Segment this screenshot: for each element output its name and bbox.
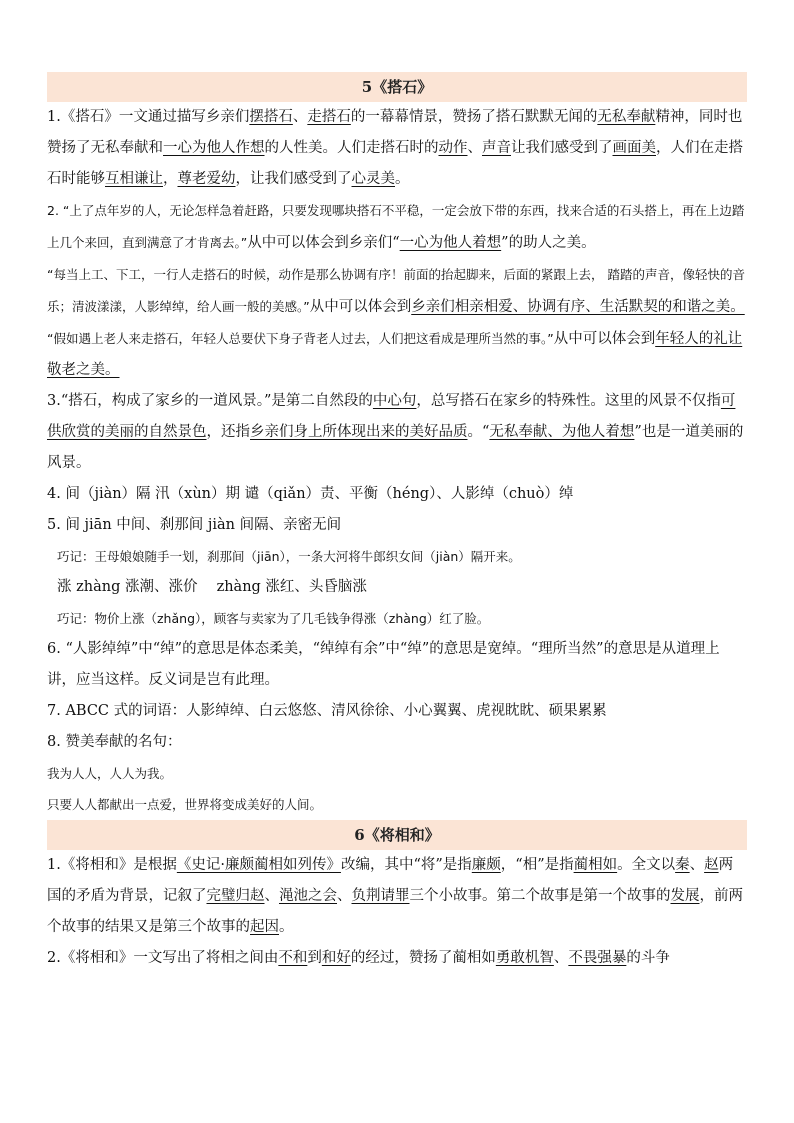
- text: 让我们感受到了: [511, 140, 613, 156]
- section-6-title: 6《将相和》: [47, 820, 747, 850]
- text: ，让我们感受到了: [235, 171, 352, 187]
- text: 、: [337, 888, 352, 904]
- text: 。: [279, 919, 294, 935]
- underlined-text: 渑池之会: [279, 888, 337, 904]
- underlined-text: 动作: [438, 140, 468, 156]
- text: ，还指: [206, 424, 250, 440]
- document-page: [47, 72, 747, 974]
- text: 三个小故事。第二个故事是第一个故事的: [409, 888, 671, 904]
- text: 、: [264, 888, 279, 904]
- s5-point-4: 4. 间（jiàn）隔 汛（xùn）期 谴（qiǎn）责、平衡（héng）、人影绰（chuò）绰: [47, 486, 574, 502]
- text: 从中可以体会到乡亲们“: [247, 235, 400, 251]
- underlined-text: 发展: [670, 888, 700, 904]
- text: 从中可以体会到: [553, 331, 656, 347]
- text: 3.“搭石，构成了家乡的一道风景。”是第二自然段的: [47, 393, 373, 409]
- underlined-text: 负荆请罪: [351, 888, 410, 904]
- underlined-text: 勇敢机智: [495, 950, 554, 966]
- underlined-text: 无私奉献: [597, 109, 656, 125]
- text: 、: [292, 109, 308, 125]
- s6-point-2: [47, 943, 747, 974]
- underlined-text: 乡亲们相亲相爱、协调有序、生活默契的和谐之美。: [411, 299, 745, 315]
- text: 的经过，赞扬了蔺相如: [350, 950, 496, 966]
- text: 的人性美。人们走搭石时的: [264, 140, 439, 156]
- s5-quote-3: [47, 323, 747, 386]
- text: 、: [689, 857, 705, 873]
- text: ，人们在走搭石时能够: [47, 140, 743, 187]
- text: ，: [163, 171, 178, 187]
- text: ，前两个故事的结果又是第三个故事的: [47, 888, 743, 935]
- underlined-text: 起因: [250, 919, 279, 935]
- text: 的一幕幕情景，赞扬了搭石默默无闻的: [350, 109, 598, 125]
- text: 两国的矛盾为背景，记叙了: [47, 857, 734, 904]
- underlined-text: 和好: [321, 950, 351, 966]
- text: 改编，其中“将”是指: [340, 857, 472, 873]
- text: 1.《将相和》是根据: [47, 857, 177, 873]
- text: 2.《将相和》一文写出了将相之间由: [47, 950, 279, 966]
- quote-text: “假如遇上老人来走搭石，年轻人总要伏下身子背老人过去，人们把这看成是理所当然的事。”: [47, 331, 554, 346]
- text: ，“相”是指: [500, 857, 574, 873]
- quote-text: “每当上工、下工，一行人走搭石的时候，动作是那么协调有序！前面的抬起脚来，后面的紧跟上去， 踏踏的声音，像轻快的音乐；清波漾漾，人影绰绰，给人画一般的美感。”: [47, 267, 745, 314]
- underlined-text: 不畏强暴: [568, 950, 627, 966]
- s5-point-8: 8. 赞美奉献的名句：: [47, 734, 182, 750]
- s5-mnemonic-1: 巧记：王母娘娘随手一划，刹那间（jiān），一条大河将牛郎织女间（jiàn）隔开来。: [57, 549, 521, 564]
- text: 到: [307, 950, 322, 966]
- underlined-text: 年轻人的礼让敬老之美。: [47, 331, 743, 378]
- text: ”的助人之美。: [501, 235, 596, 251]
- s5-zhang-words: 涨 zhàng 涨潮、涨价 zhàng 涨红、头昏脑涨: [57, 579, 367, 595]
- underlined-text: 《史记·廉颇蔺相如列传》: [176, 857, 341, 873]
- s5-point-5: 5. 间 jiān 中间、刹那间 jiàn 间隔、亲密无间: [47, 517, 342, 533]
- s5-point-7: 7. ABCC 式的词语：人影绰绰、白云悠悠、清风徐徐、小心翼翼、虎视眈眈、硕果累累: [47, 703, 607, 719]
- s6-point-1: [47, 850, 747, 943]
- text: 。“: [467, 424, 490, 440]
- underlined-text: 赵: [704, 857, 719, 873]
- underlined-text: 秦: [675, 857, 690, 873]
- s5-point-6: 6. “人影绰绰”中“绰”的意思是体态柔美，“绰绰有余”中“绰”的意思是宽绰。“理所当然”的意思是从道理上讲，应当这样。反义词是岂有此理。: [47, 641, 720, 688]
- underlined-text: 走搭石: [307, 109, 351, 125]
- underlined-text: 声音: [482, 140, 511, 156]
- underlined-text: 一心为他人作想: [163, 140, 265, 156]
- underlined-text: 廉颇: [471, 857, 501, 873]
- text: 从中可以体会到: [309, 299, 412, 315]
- underlined-text: 互相谦让: [105, 171, 163, 187]
- underlined-text: 可供欣赏的美丽的自然景色: [47, 393, 736, 440]
- text: 。全文以: [617, 857, 676, 873]
- text: 的斗争: [626, 950, 670, 966]
- text: 。: [395, 171, 410, 187]
- underlined-text: 心灵美: [351, 171, 395, 187]
- s5-point-1: [47, 102, 747, 195]
- text: 、: [467, 140, 482, 156]
- underlined-text: 无私奉献、为他人着想: [489, 424, 635, 440]
- underlined-text: 蔺相如: [573, 857, 618, 873]
- section-5-title: 5《搭石》: [47, 72, 747, 102]
- underlined-text: 完璧归赵: [206, 888, 265, 904]
- quote-text: 2. “上了点年岁的人，无论怎样急着赶路，只要发现哪块搭石不平稳，一定会放下带的东西，找来合适的石头搭上，再在上边踏上几个来回，直到满意了才肯离去。”: [47, 203, 745, 250]
- underlined-text: 尊老爱幼: [177, 171, 236, 187]
- s5-quote-line-1: 我为人人，人人为我。: [47, 766, 173, 781]
- underlined-text: 摆搭石: [249, 109, 293, 125]
- underlined-text: 画面美: [612, 140, 656, 156]
- s5-quote-line-2: 只要人人都献出一点爱，世界将变成美好的人间。: [47, 797, 323, 812]
- s5-point-3: [47, 386, 747, 479]
- text: 精神，同时也赞扬了无私奉献和: [47, 109, 743, 156]
- text: 、: [553, 950, 569, 966]
- s5-quote-2: [47, 259, 747, 323]
- underlined-text: 乡亲们身上所体现出来的美好品质: [250, 424, 468, 440]
- text: 1.《搭石》一文通过描写乡亲们: [47, 109, 250, 125]
- s5-mnemonic-2: 巧记：物价上涨（zhǎng），顾客与卖家为了几毛钱争得涨（zhàng）红了脸。: [57, 611, 490, 626]
- underlined-text: 一心为他人着想: [399, 235, 502, 251]
- s5-point-2: [47, 195, 747, 259]
- text: ”也是一道美丽的风景。: [47, 424, 744, 471]
- underlined-text: 不和: [278, 950, 308, 966]
- underlined-text: 中心句: [372, 393, 417, 409]
- text: ，总写搭石在家乡的特殊性。这里的风景不仅指: [416, 393, 721, 409]
